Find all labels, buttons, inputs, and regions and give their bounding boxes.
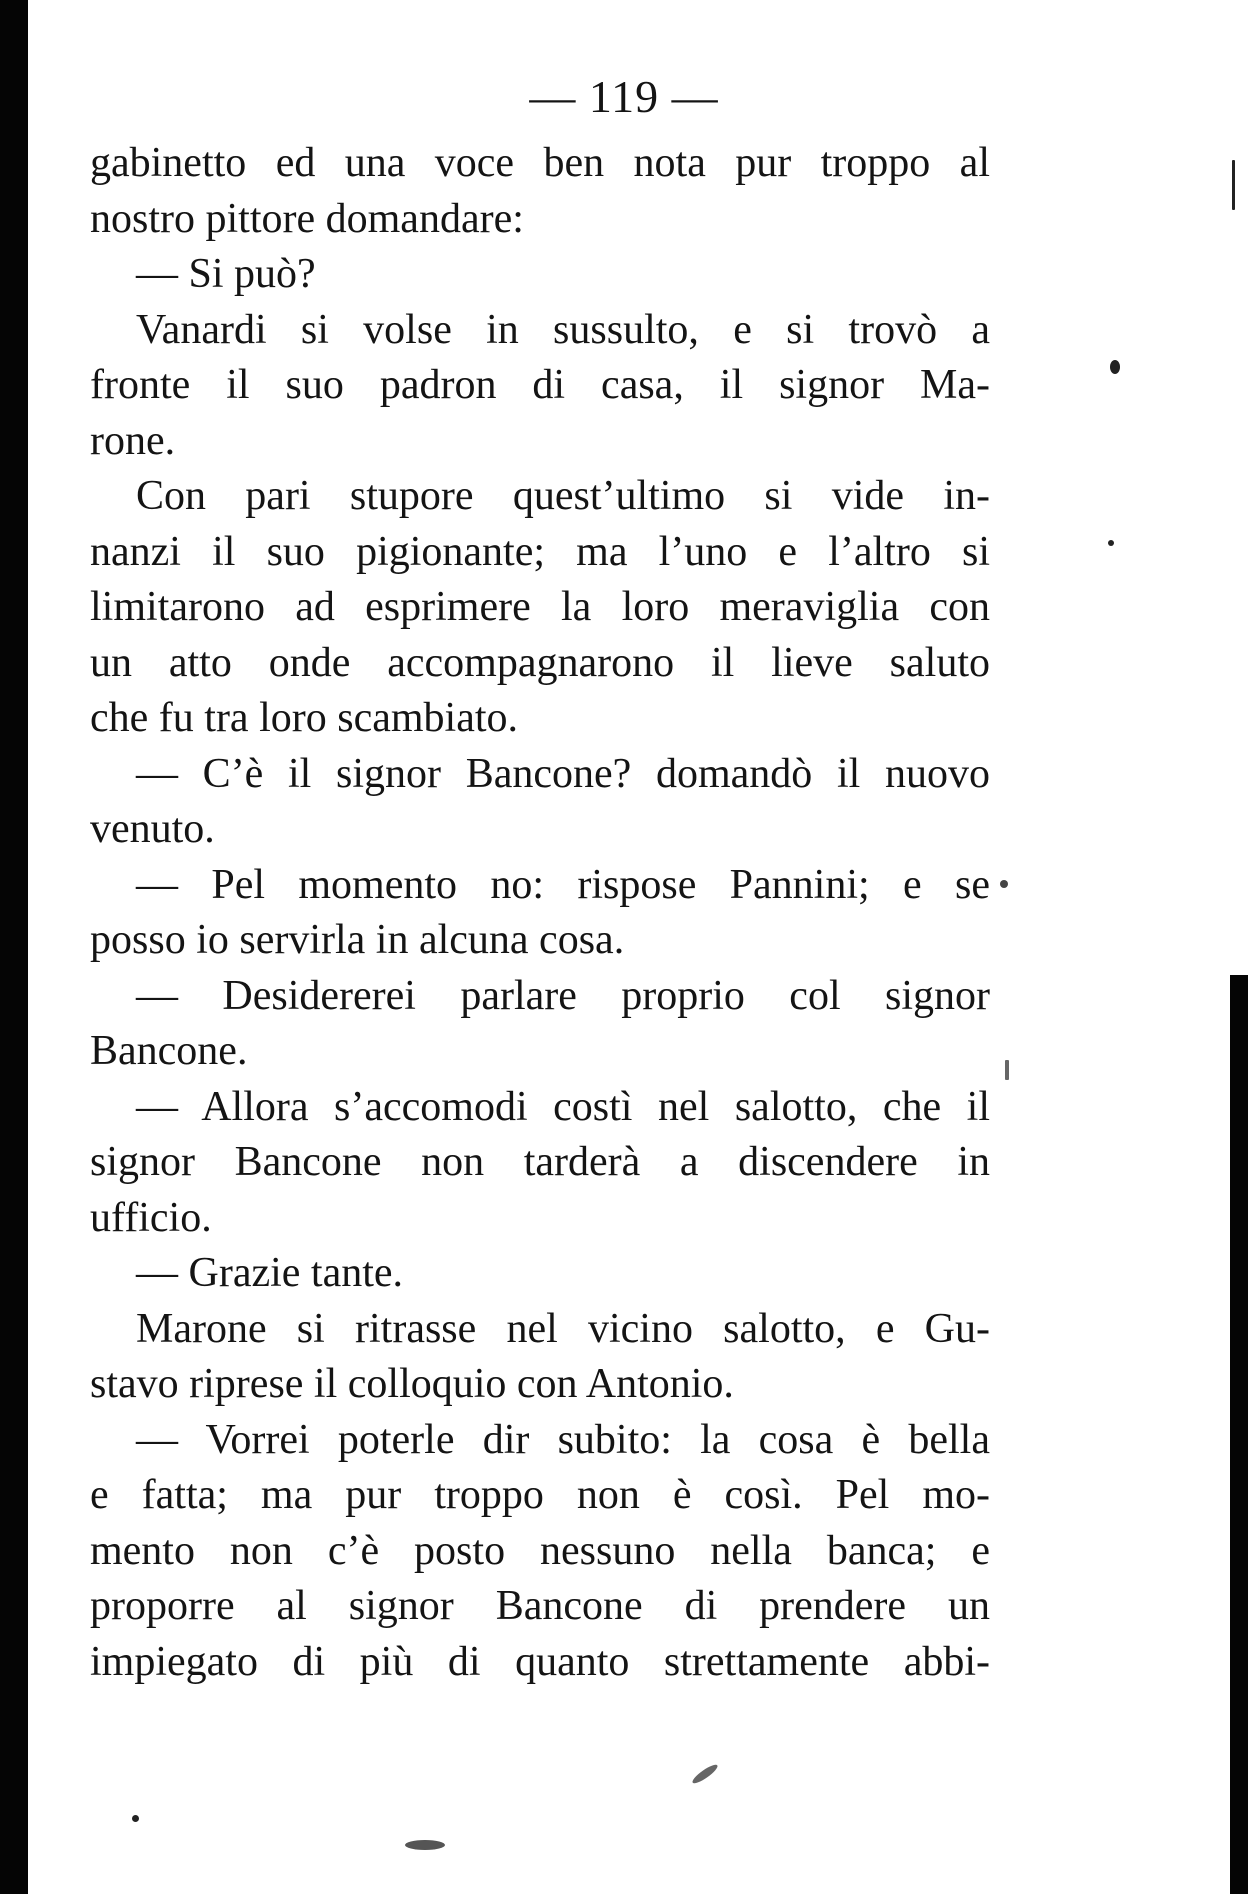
text-line: — Vorrei poterle dir subito: la cosa è bella bbox=[136, 1416, 990, 1463]
text-line: nostro pittore domandare: bbox=[90, 195, 524, 242]
text-line: — Allora s’accomodi costì nel salotto, che il bbox=[136, 1083, 990, 1130]
scan-speck bbox=[1110, 360, 1120, 374]
text-line: un atto onde accompagnarono il lieve saluto bbox=[90, 639, 990, 686]
page-number: — 119 — bbox=[529, 71, 719, 122]
text-line: — Desidererei parlare proprio col signor bbox=[136, 972, 990, 1019]
scan-speck bbox=[1232, 160, 1235, 210]
text-line: — Grazie tante. bbox=[136, 1250, 404, 1296]
text-line: rone. bbox=[90, 417, 176, 464]
text-line: proporre al signor Bancone di prendere un bbox=[90, 1583, 990, 1629]
text-line: — Pel momento no: rispose Pannini; e se bbox=[136, 861, 990, 908]
text-line: e fatta; ma pur troppo non è così. Pel mo- bbox=[90, 1472, 990, 1518]
scan-left-edge bbox=[0, 0, 28, 1894]
scan-speck bbox=[132, 1815, 139, 1822]
text-line: mento non c’è posto nessuno nella banca; e bbox=[90, 1527, 990, 1574]
text-line: fronte il suo padron di casa, il signor Ma- bbox=[90, 362, 990, 408]
text-line: — C’è il signor Bancone? domandò il nuovo bbox=[136, 750, 990, 797]
scan-speck bbox=[1005, 1060, 1009, 1080]
text-line: limitarono ad esprimere la loro meraviglia con bbox=[90, 584, 990, 630]
scan-right-edge bbox=[1230, 975, 1248, 1894]
text-line: venuto. bbox=[90, 806, 215, 852]
text-line: Bancone. bbox=[90, 1028, 248, 1074]
scan-speck bbox=[405, 1840, 445, 1850]
text-line: ufficio. bbox=[90, 1194, 212, 1241]
text-line: Con pari stupore quest’ultimo si vide in- bbox=[136, 473, 990, 519]
text-line: Vanardi si volse in sussulto, e si trovò a bbox=[136, 306, 990, 353]
body-text bbox=[90, 136, 990, 1690]
text-line: posso io servirla in alcuna cosa. bbox=[90, 917, 625, 963]
text-line: nanzi il suo pigionante; ma l’uno e l’altro si bbox=[90, 528, 990, 575]
text-line: impiegato di più di quanto strettamente abbi- bbox=[90, 1638, 990, 1685]
text-line: gabinetto ed una voce ben nota pur troppo al bbox=[90, 140, 990, 186]
text-line: Marone si ritrasse nel vicino salotto, e Gu- bbox=[136, 1305, 990, 1352]
scan-speck bbox=[1000, 880, 1008, 888]
scan-speck bbox=[1108, 540, 1114, 546]
scan-speck bbox=[690, 1762, 719, 1786]
text-line: — Si può? bbox=[136, 251, 316, 297]
text-line: stavo riprese il colloquio con Antonio. bbox=[90, 1361, 734, 1407]
text-line: signor Bancone non tarderà a discendere in bbox=[90, 1139, 990, 1185]
text-line: che fu tra loro scambiato. bbox=[90, 695, 518, 741]
